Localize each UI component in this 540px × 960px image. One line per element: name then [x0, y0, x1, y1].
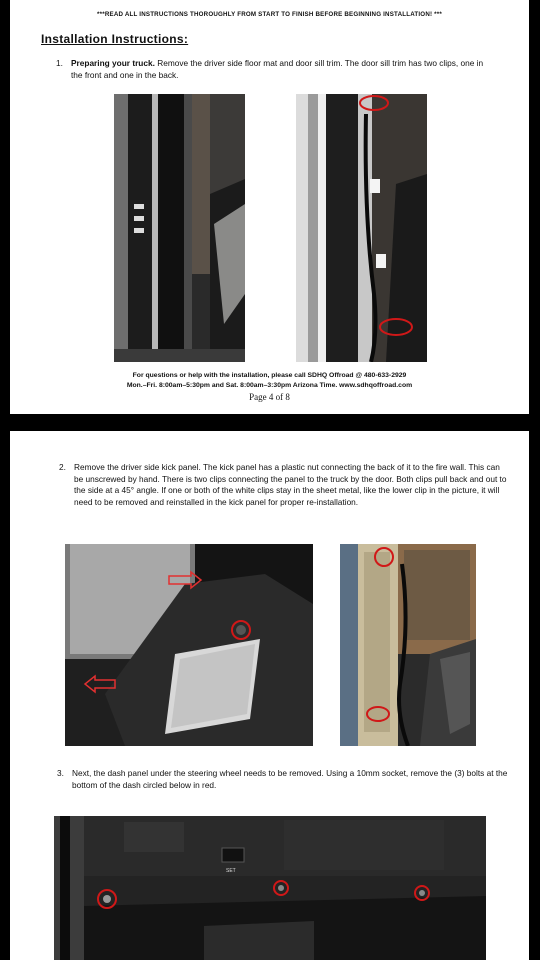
warning-banner: ***READ ALL INSTRUCTIONS THOROUGHLY FROM START TO FINISH BEFORE BEGINNING INSTALLATION! ***	[97, 11, 442, 18]
step-1-text: Remove the driver side floor mat and door sill trim. The door sill trim has two clips, one in the front and one in the back.	[71, 58, 484, 80]
step-3	[57, 768, 508, 791]
footer-contact: For questions or help with the installation, please call SDHQ Offroad @ 480-633-2929	[132, 372, 407, 379]
door-jamb-photo	[340, 544, 476, 746]
step-2	[59, 462, 510, 508]
set-label: SET	[226, 868, 236, 874]
step-2-number: 2.	[59, 462, 66, 472]
step-3-text: Next, the dash panel under the steering wheel needs to be removed. Using a 10mm socket, remove the (3) bolts at the bottom of the dash circled below in red.	[72, 768, 508, 790]
manual-page-5	[10, 431, 529, 960]
footer-hours: Mon.–Fri. 8:00am–5:30pm and Sat. 8:00am–3:30pm Arizona Time. www.sdhqoffroad.com	[126, 381, 413, 389]
step-1-number: 1.	[56, 58, 63, 68]
step-1-title: Preparing your truck.	[71, 58, 155, 68]
step-2-text: Remove the driver side kick panel. The kick panel has a plastic nut connecting the back of it to the fire wall. This can be unscrewed by hand. There is two clips connecting the panel to the truck by the door. Both clips pull back and out to the side at a 45° angle. If one or both of the white clips stay in the sheet metal, like the lower clip in the picture, it will need to be removed and reinstalled in the kick panel for proper re-installation.	[74, 462, 507, 507]
support-footer	[10, 371, 529, 390]
kick-panel-photo	[65, 544, 313, 746]
dash-panel-photo	[54, 816, 486, 960]
step-1	[56, 58, 491, 81]
door-sill-clips-photo	[296, 94, 427, 362]
door-sill-photo	[114, 94, 245, 362]
step-3-number: 3.	[57, 768, 64, 778]
manual-page-4	[10, 0, 529, 414]
page-number: Page 4 of 8	[249, 392, 290, 402]
section-heading: Installation Instructions:	[41, 32, 189, 46]
